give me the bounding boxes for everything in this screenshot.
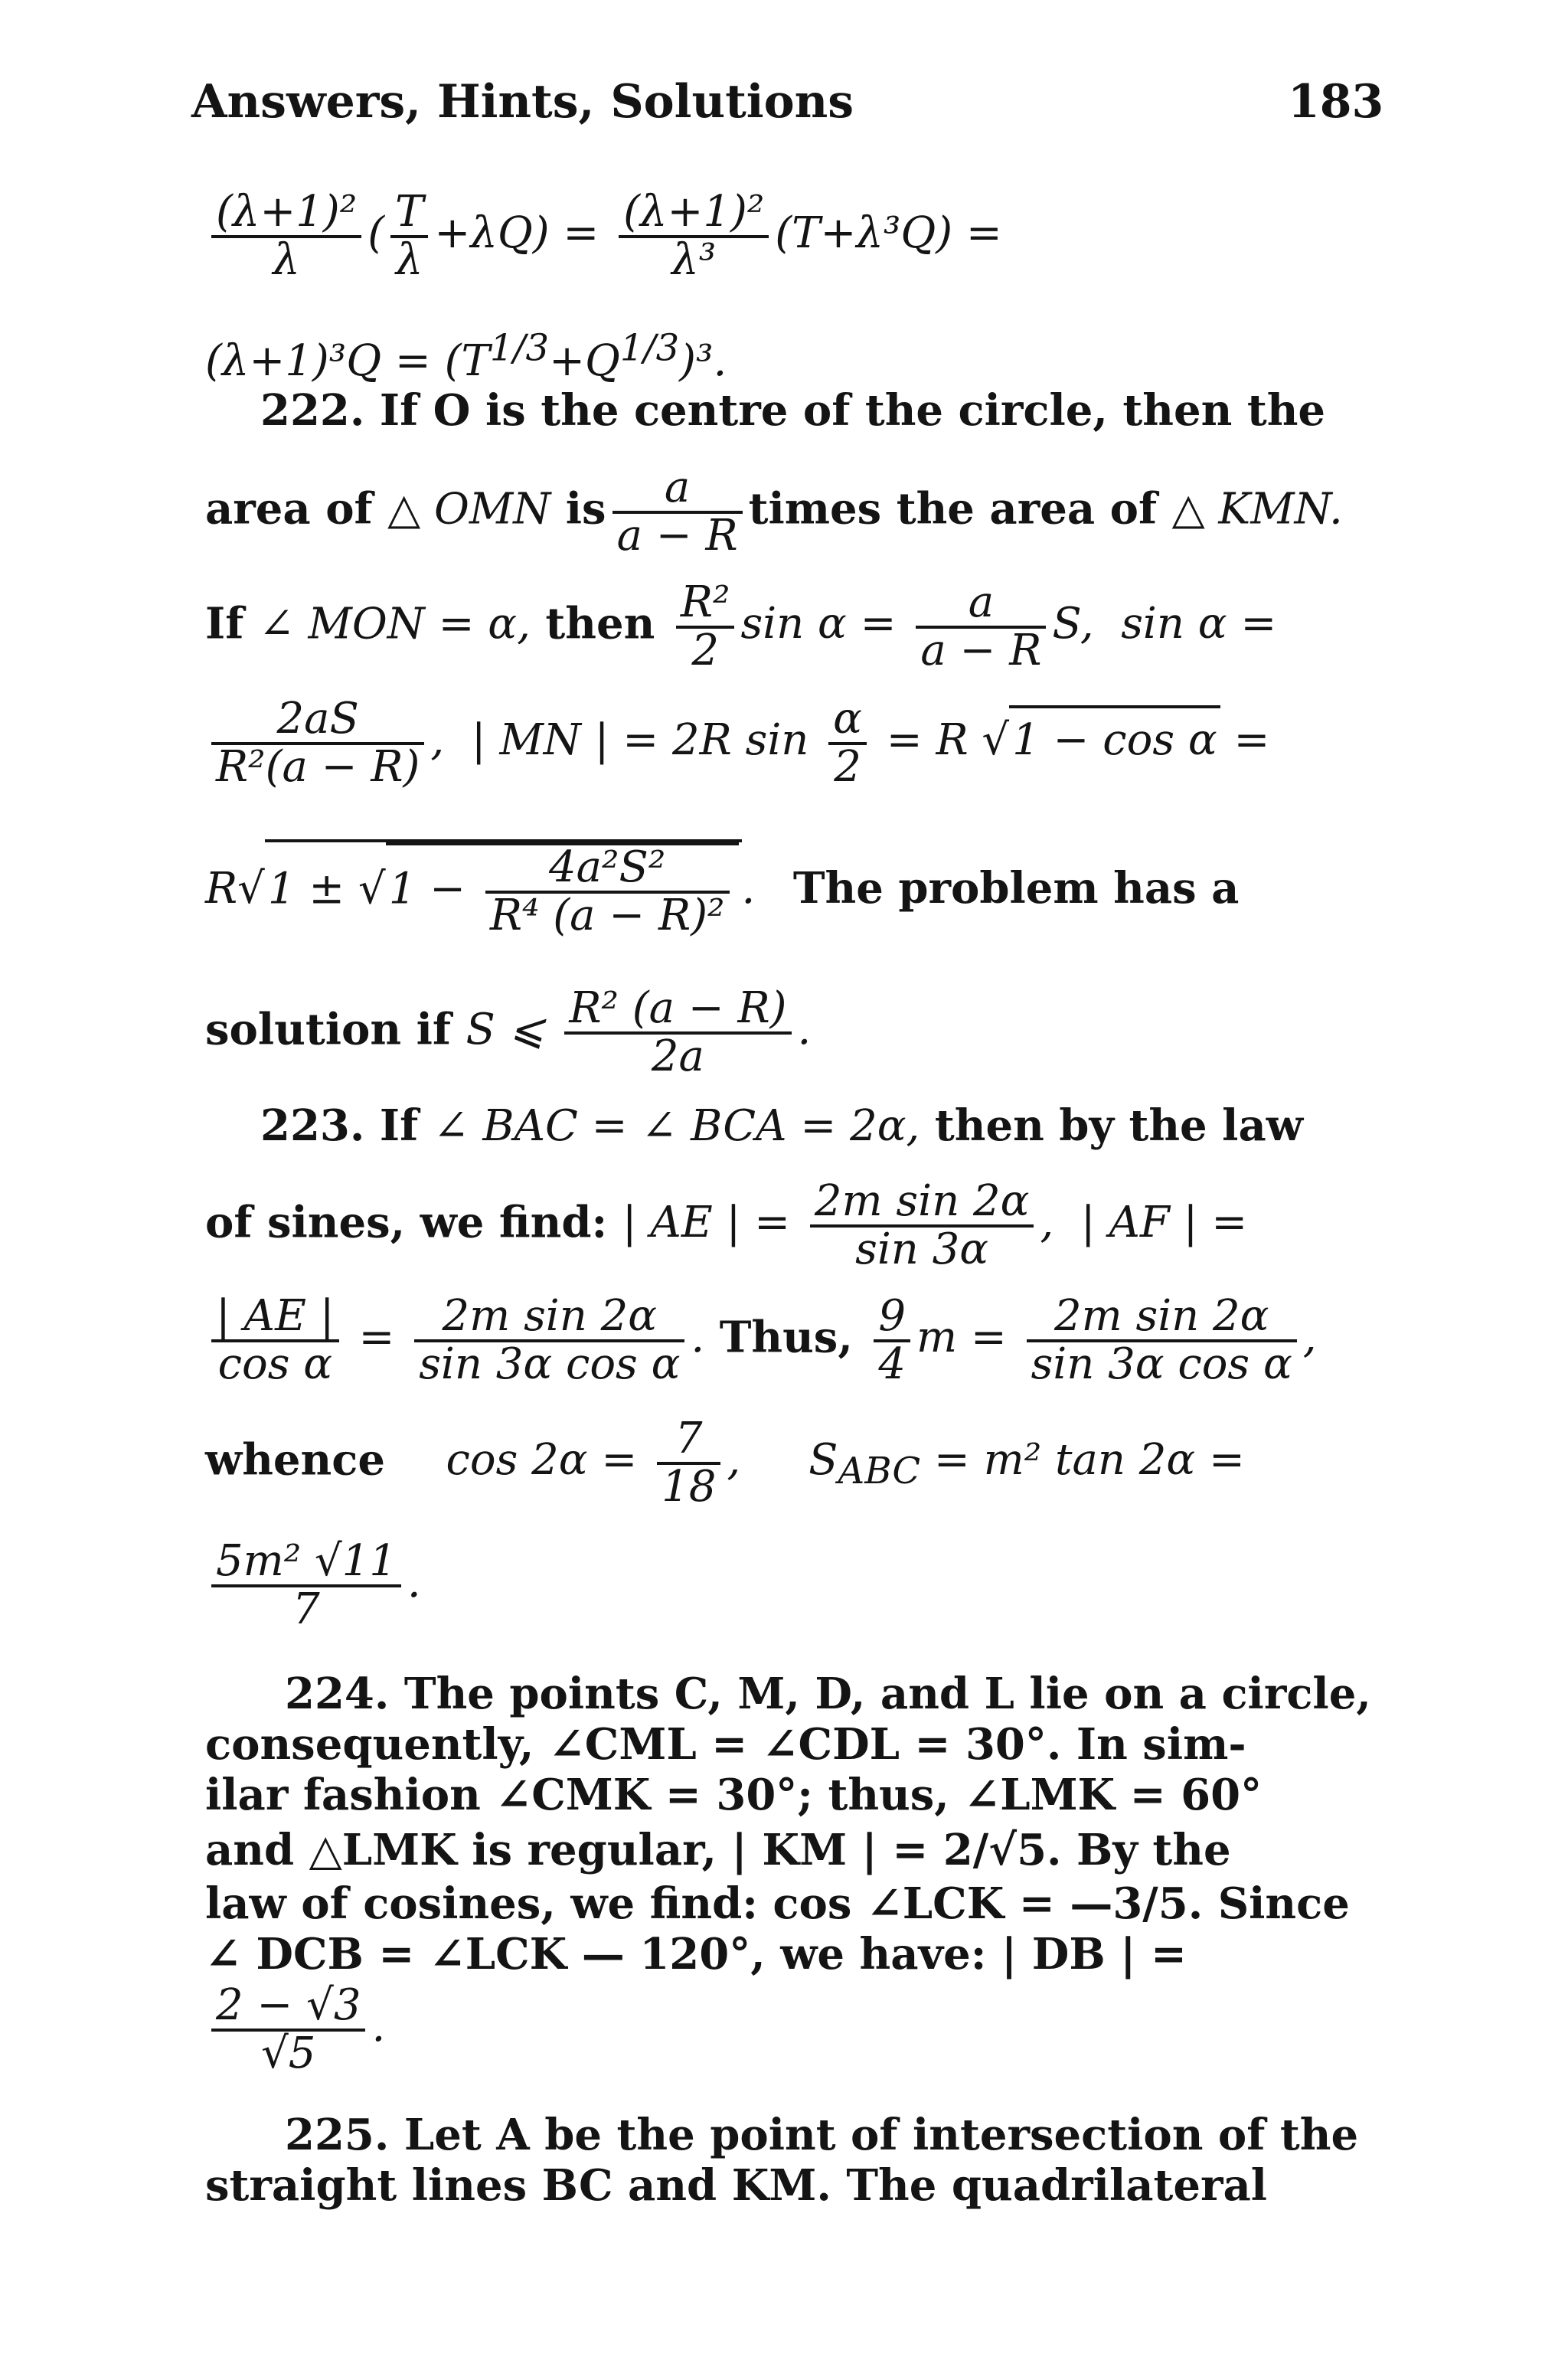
p222-line-5: R√1 ± √1 − $\frac{\text{4a²S²}}{\text{R⁴ (a − R)²}}$ . The problem has a	[205, 839, 1384, 954]
p222-line-6: solution if S ⩽ $\frac{\text{R² (a − R)}}{2a}$ .	[205, 983, 812, 1081]
p224-line-6: ∠ DCB = ∠LCK — 120°, we have: | DB | =	[205, 1929, 1187, 1980]
p224-line-5: law of cosines, we find: cos ∠LCK = —3/5. Since	[205, 1878, 1350, 1929]
p222-line-2: area of △ OMN is $\frac{a}{a - R}$ times the area of △ KMN.	[205, 463, 1343, 561]
formula-line-2: $(\lambda+1)^3Q = (T^{1/3}+Q^{1/3})^3$.	[205, 326, 727, 386]
p223-line-1: 223. If ∠ BAC = ∠ BCA = 2α, then by the law	[260, 1100, 1303, 1151]
p224-line-3: ilar fashion ∠CMK = 30°; thus, ∠LMK = 60°	[205, 1770, 1263, 1820]
p224-line-1: 224. The points C, M, D, and L lie on a circle,	[285, 1669, 1371, 1719]
p223-line-3: $\frac{| AE |}{\text{cos α}}$ = $\frac{\text{2m sin 2α}}{\text{sin 3α cos α}}$ . Thus, $\frac{9}{4}$ m = $\frac{\text{2m sin 2α}}{\text{sin 3α cos α}}$ ,	[205, 1294, 1384, 1386]
page-number: 183	[1288, 75, 1384, 129]
running-header: Answers, Hints, Solutions	[191, 75, 854, 129]
p223-number: 223.	[260, 1100, 365, 1151]
p222-line-3: If ∠ MON = α, then $\frac{\text{R²}}{2}$ sin α = $\frac{a}{a - R}$ S, sin α =	[205, 577, 1277, 675]
p225-number: 225.	[285, 2110, 390, 2160]
p222-number: 222.	[260, 385, 365, 436]
p225-line-1: 225. Let A be the point of intersection of the	[285, 2110, 1359, 2160]
p224-line-4: and △LMK is regular, | KM | = 2/√5. By the	[205, 1825, 1231, 1875]
formula-line-1: $\frac{\text{(λ+1)²}}{\lambda}$ ( $\frac{T}{\lambda}$ +λQ) = $\frac{\text{(λ+1)²}}{\text{λ³}}$ (T+λ³Q) =	[205, 190, 1384, 282]
p224-line-2: consequently, ∠CML = ∠CDL = 30°. In sim-	[205, 1719, 1246, 1770]
p224-number: 224.	[285, 1669, 390, 1719]
p223-line-5: $\frac{\text{5m² √11}}{7}$ .	[205, 1539, 1384, 1631]
p223-line-4: whence cos 2α = $\frac{7}{18}$ , $S_{ABC} = m^2$ tan 2α =	[205, 1414, 1245, 1512]
p223-line-2: of sines, we find: | AE | = $\frac{\text{2m sin 2α}}{\sin 3\alpha}$ , | AF | =	[205, 1176, 1248, 1274]
p224-line-7: $\frac{2 - √3}{√5}$ .	[205, 1983, 1384, 2098]
p222-line-1: 222. If O is the centre of the circle, then the	[260, 385, 1326, 436]
p225-line-2: straight lines BC and KM. The quadrilateral	[205, 2160, 1268, 2211]
p222-line-4: $\frac{2aS}{\text{R²(a − R)}}$ , | MN | = 2R sin $\frac{\alpha}{2}$ = R √1 − cos α =	[205, 697, 1384, 789]
